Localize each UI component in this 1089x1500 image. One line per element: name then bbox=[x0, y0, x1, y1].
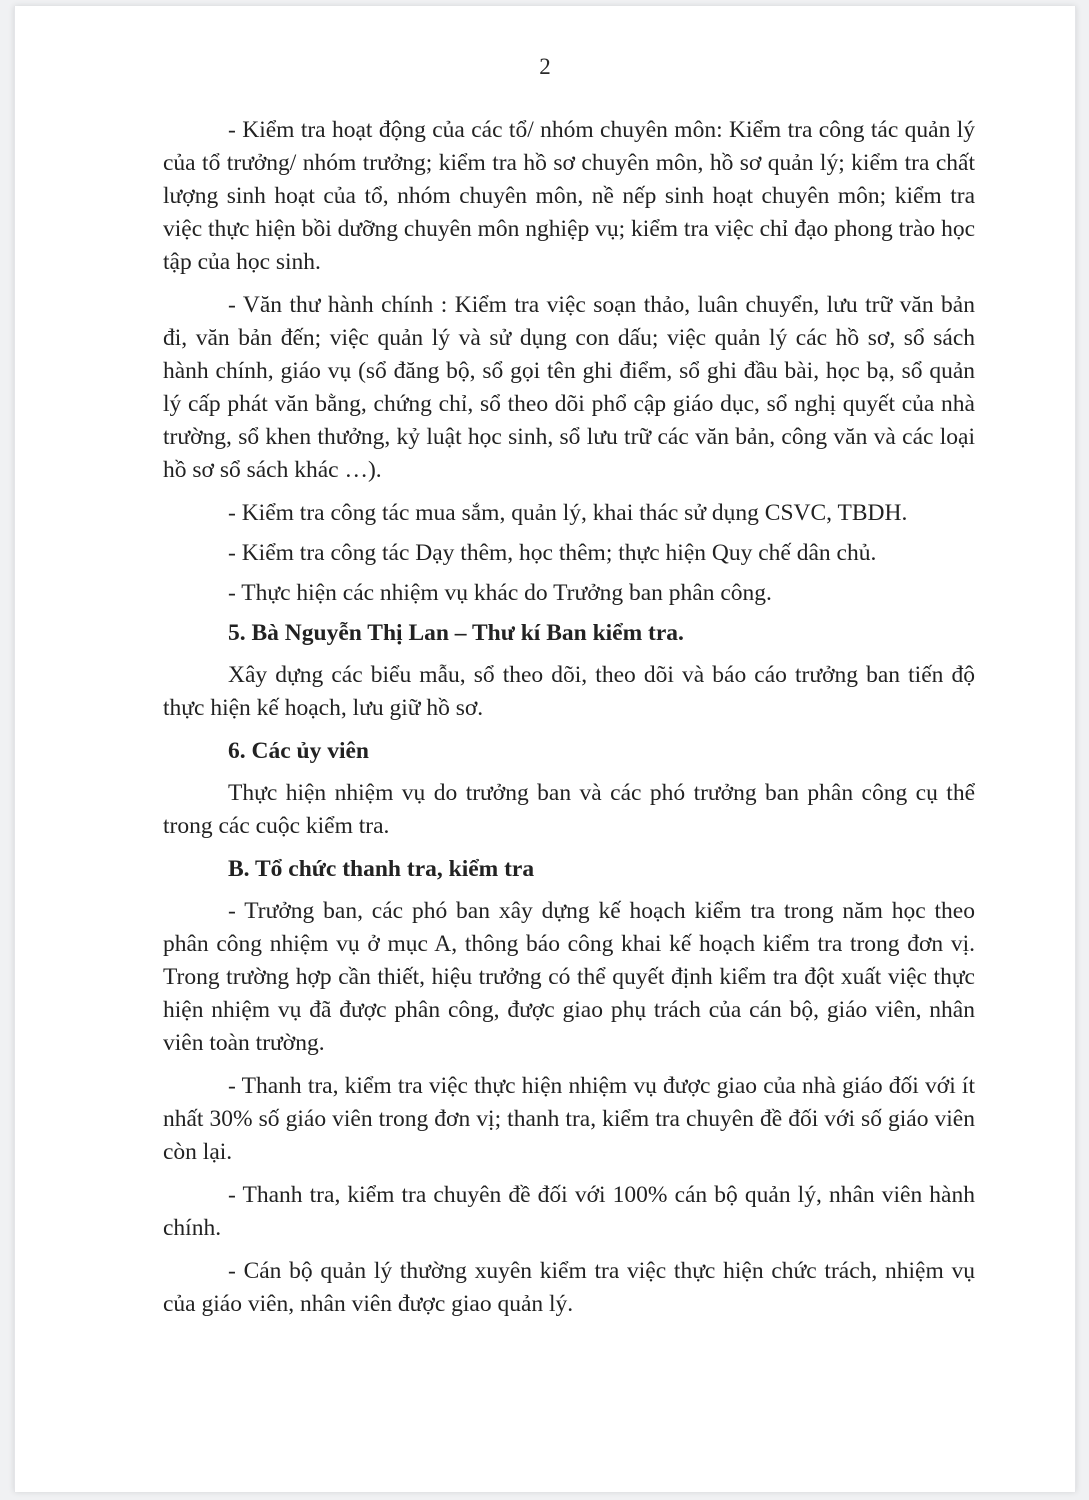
page-number: 2 bbox=[539, 54, 551, 79]
paragraph-extra-teaching-inspection: - Kiểm tra công tác Dạy thêm, học thêm; thực hiện Quy chế dân chủ. bbox=[228, 540, 877, 566]
paragraph-members-duties: Thực hiện nhiệm vụ do trưởng ban và các phó trưởng ban phân công cụ thể trong các cuộc kiểm tra. bbox=[163, 780, 975, 839]
paragraph-other-duties: - Thực hiện các nhiệm vụ khác do Trưởng ban phân công. bbox=[228, 580, 772, 606]
paragraph-manager-inspection: - Cán bộ quản lý thường xuyên kiểm tra việc thực hiện chức trách, nhiệm vụ của giáo viên, nhân viên được giao quản lý. bbox=[163, 1258, 975, 1317]
paragraph-staff-inspection: - Thanh tra, kiểm tra chuyên đề đối với 100% cán bộ quản lý, nhân viên hành chính. bbox=[163, 1182, 975, 1241]
paragraph-inspection-plan: - Trưởng ban, các phó ban xây dựng kế hoạch kiểm tra trong năm học theo phân công nhiệm vụ ở mục A, thông báo công khai kế hoạch kiểm tra trong đơn vị. Trong trường hợp cần thiết, hiệu trưởng có thể quyết định kiểm tra đột xuất việc thực hiện nhiệm vụ đã được phân công, được giao phụ trách của cán bộ, giáo viên, nhân viên toàn trường. bbox=[163, 898, 975, 1056]
heading-members: 6. Các ủy viên bbox=[228, 738, 369, 764]
document-body bbox=[163, 114, 975, 1331]
paragraph-group-inspection: - Kiểm tra hoạt động của các tổ/ nhóm chuyên môn: Kiểm tra công tác quản lý của tổ trưởng/ nhóm trưởng; kiểm tra hồ sơ chuyên môn, hồ sơ quản lý; kiểm tra chất lượng sinh hoạt của tổ, nhóm chuyên môn, nề nếp sinh hoạt chuyên môn; kiểm tra việc thực hiện bồi dưỡng chuyên môn nghiệp vụ; kiểm tra việc chỉ đạo phong trào học tập của học sinh. bbox=[163, 117, 975, 275]
paragraph-administrative-records: - Văn thư hành chính : Kiểm tra việc soạn thảo, luân chuyển, lưu trữ văn bản đi, văn bản đến; việc quản lý và sử dụng con dấu; việc quản lý các hồ sơ, sổ sách hành chính, giáo vụ (sổ đăng bộ, sổ gọi tên ghi điểm, sổ ghi đầu bài, học bạ, sổ quản lý cấp phát văn bằng, chứng chỉ, sổ theo dõi phổ cập giáo dục, sổ nghị quyết của nhà trường, sổ khen thưởng, kỷ luật học sinh, sổ lưu trữ các văn bản, công văn và các loại hồ sơ sổ sách khác …). bbox=[163, 292, 975, 483]
paragraph-secretary-duties: Xây dựng các biểu mẫu, sổ theo dõi, theo dõi và báo cáo trưởng ban tiến độ thực hiện kế hoạch, lưu giữ hồ sơ. bbox=[163, 662, 975, 721]
paragraph-teacher-inspection: - Thanh tra, kiểm tra việc thực hiện nhiệm vụ được giao của nhà giáo đối với ít nhất 30% số giáo viên trong đơn vị; thanh tra, kiểm tra chuyên đề đối với số giáo viên còn lại. bbox=[163, 1073, 975, 1165]
document-page bbox=[14, 6, 1076, 1492]
heading-secretary: 5. Bà Nguyễn Thị Lan – Thư kí Ban kiểm tra. bbox=[228, 620, 684, 646]
heading-section-b: B. Tổ chức thanh tra, kiểm tra bbox=[228, 856, 535, 882]
paragraph-facilities-inspection: - Kiểm tra công tác mua sắm, quản lý, khai thác sử dụng CSVC, TBDH. bbox=[228, 500, 908, 526]
